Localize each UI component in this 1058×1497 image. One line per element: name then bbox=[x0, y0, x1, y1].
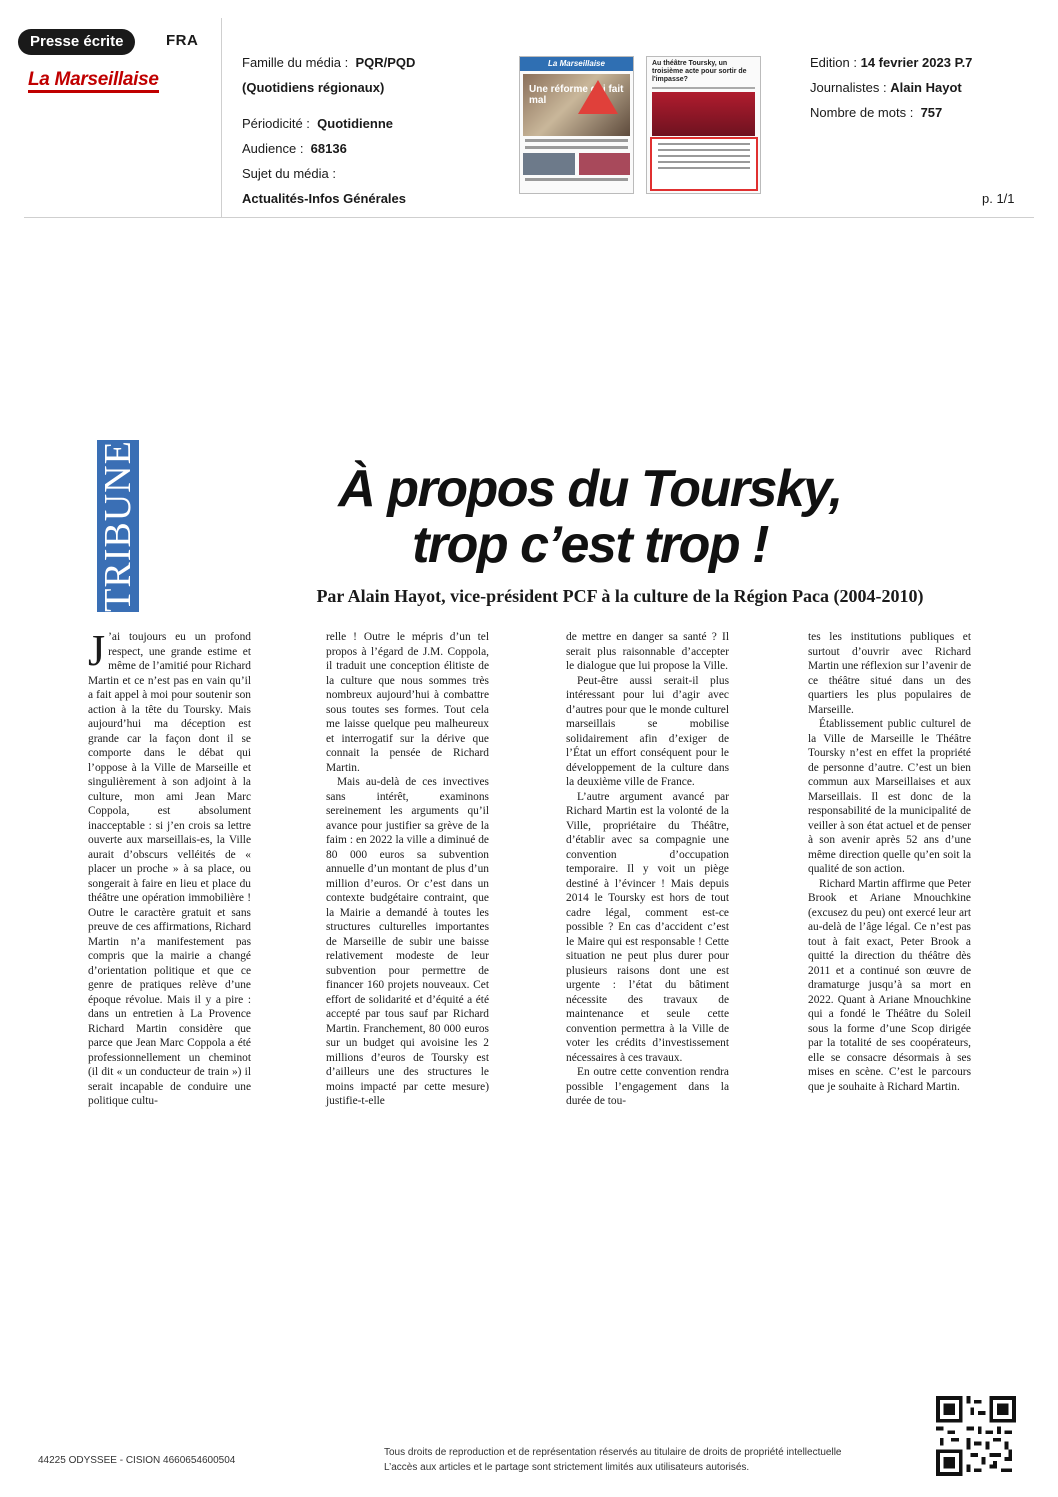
text-line bbox=[658, 155, 750, 157]
teaser-photo bbox=[579, 153, 631, 175]
periodicity bbox=[242, 116, 393, 132]
paragraph: En outre cette convention rendra possible l’engagement dans la durée de tou- bbox=[566, 1066, 729, 1107]
text-line bbox=[652, 87, 755, 89]
word-count bbox=[810, 105, 942, 121]
header-divider-horizontal bbox=[24, 217, 1034, 218]
periodicity-value: Quotidienne bbox=[317, 116, 393, 131]
language-code: FRA bbox=[166, 32, 199, 49]
paragraph: de mettre en danger sa santé ? Il serait plus raisonnable d’accepter le dialogue que lui propose la Ville. bbox=[566, 631, 729, 672]
media-subject-label: Sujet du média : bbox=[242, 166, 336, 181]
article-highlight-box bbox=[650, 137, 758, 191]
teaser-photo bbox=[523, 153, 575, 175]
text-line bbox=[525, 146, 628, 149]
byline: Par Alain Hayot, vice-président PCF à la culture de la Région Paca (2004-2010) bbox=[316, 586, 924, 606]
page-number: p. 1/1 bbox=[982, 191, 1015, 206]
inner-page-headline: Au théâtre Toursky, un troisième acte pour sortir de l'impasse? bbox=[652, 60, 747, 83]
headline-line-1: À propos du Toursky, bbox=[338, 460, 842, 518]
text-line bbox=[525, 139, 628, 142]
paragraph: Richard Martin affirme que Peter Brook et Ariane Mnouchkine (excusez du peu) ont exercé leur art au-delà de l’âge légal. Ce n’est pas tout à fait exact, Peter Brook a quitté la direction du théâtre dès 2011 et a continué son œuvre de dramaturge jusqu’à sa mort en 2022. Quant à Ariane Mnouchkine qui a fondé le Théâtre du Soleil sous la forme d’une Scop dirigée par la totalité de ses coopérateurs, elle se consacre désormais à ses mises en scène. C’est le parcours que je souhaite à Richard Martin. bbox=[808, 877, 971, 1093]
paragraph bbox=[88, 626, 251, 1109]
article-column-4 bbox=[808, 630, 971, 1094]
journalists bbox=[810, 80, 962, 96]
media-type-badge: Presse écrite bbox=[18, 29, 135, 55]
journalists-label: Journalistes : bbox=[810, 80, 887, 95]
word-count-label: Nombre de mots : bbox=[810, 105, 914, 120]
audience-value: 68136 bbox=[310, 141, 347, 156]
paragraph: Mais au-delà de ces invectives sans intérêt, examinons sereinement les arguments qu’il avance pour justifier sa grève de la faim : en 2022 la ville a diminué de 80 000 euros sa subvention annuelle d’un montant de plus d’un million d’euros. Or c’est dans un contexte budgétaire contraint, que la Mairie a demandé à toutes les structures culturelles importantes de Marseille de subir une baisse relativement modeste de leur subvention pour permettre de financer 160 projets nouveaux. Cet effort de solidarité et d’équité a été accepté par tous sauf par Richard Martin. Franchement, 80 000 euros sur un budget qui avoisine les 2 millions d’euros de Toursky est d’ailleurs une des structures le moins impacté par cette mesure) justifie-t-elle bbox=[326, 776, 489, 1107]
paragraph: L’autre argument avancé par Richard Martin est la volonté de la Ville, propriétaire du Théâtre, d’établir avec sa compagnie une convention d’occupation temporaire. Il y voit un piège destiné à l’évincer ! Mais depuis 2014 le Toursky est hors de tout cadre légal, comment est-ce possible ? En cas d’accident c’est le Maire qui est responsable ! Cette situation ne peut plus durer pour plusieurs raisons dont une est urgente : l’état du bâtiment nécessite des travaux de maintenance et seule cette convention permettra à la Ville de voter les crédits d’investissement nécessaires à ces travaux. bbox=[566, 790, 729, 1064]
drop-cap: J bbox=[88, 626, 106, 675]
tribune-tag bbox=[97, 440, 139, 612]
article-column-1 bbox=[88, 626, 251, 1109]
word-count-value: 757 bbox=[920, 105, 943, 120]
media-family bbox=[242, 55, 415, 71]
front-page-headline: Une réforme qui fait mal bbox=[529, 84, 624, 106]
edition-label: Edition : bbox=[810, 55, 857, 70]
front-page-thumbnail bbox=[519, 56, 634, 194]
header-divider-vertical bbox=[221, 18, 222, 218]
audience bbox=[242, 141, 347, 157]
inner-page-photo bbox=[652, 92, 755, 136]
media-family-sub-value: (Quotidiens régionaux) bbox=[242, 80, 385, 95]
newspaper-logo: La Marseillaise bbox=[28, 70, 159, 93]
inner-page-thumbnail bbox=[646, 56, 761, 194]
rights-line-1: Tous droits de reproduction et de représentation réservés au titulaire de droits de propriété intellectuelle bbox=[384, 1447, 842, 1458]
media-family-value: PQR/PQD bbox=[355, 55, 416, 70]
audience-label: Audience : bbox=[242, 141, 304, 156]
paragraph: Établissement public culturel de la Ville de Marseille le Théâtre Toursky n’est en effet la propriété de personne d’autre. C’est un bien commun aux Marseillaises et aux Marseillais. Il est donc de la responsabilité de la municipalité de veiller à son état actuel et de penser à son avenir après 52 ans d’une même direction quelle qu’en soit la qualité de son action. bbox=[808, 718, 971, 875]
qr-code-icon bbox=[936, 1396, 1016, 1476]
media-subject-value: Actualités-Infos Générales bbox=[242, 191, 406, 206]
text-line bbox=[658, 167, 750, 169]
text-line bbox=[525, 178, 628, 181]
front-page-teasers bbox=[523, 153, 630, 175]
media-family-sub bbox=[242, 80, 384, 96]
media-family-label: Famille du média : bbox=[242, 55, 349, 70]
paragraph: tes les institutions publiques et surtout d’ouvrir avec Richard Martin une réflexion sur l’avenir de ce théâtre situé dans un des quartiers les plus populaires de Marseille. bbox=[808, 631, 971, 716]
rights-notice bbox=[384, 1445, 842, 1475]
tribune-tag-label: TRIBUNE bbox=[97, 440, 139, 612]
warning-sign-icon bbox=[578, 80, 618, 114]
paragraph: relle ! Outre le mépris d’un tel propos à l’égard de J.M. Coppola, il traduit une conception élitiste de la culture que nous sommes très nombreux aujourd’hui à combattre sous toutes ses formes. Tout cela me laisse quelque peu malheureux et interrogatif sur la dérive que connait la pensée de Richard Martin. bbox=[326, 631, 489, 774]
headline-line-2: trop c’est trop ! bbox=[412, 516, 768, 574]
text-line bbox=[658, 143, 750, 145]
edition bbox=[810, 55, 972, 71]
edition-value: 14 fevrier 2023 P.7 bbox=[860, 55, 973, 70]
text-line bbox=[658, 149, 750, 151]
text-line bbox=[658, 161, 750, 163]
media-subject bbox=[242, 191, 406, 207]
journalists-value: Alain Hayot bbox=[890, 80, 962, 95]
document-id: 44225 ODYSSEE - CISION 4660654600504 bbox=[38, 1455, 236, 1466]
front-page-photo bbox=[523, 74, 630, 136]
paragraph: Peut-être aussi serait-il plus intéressant pour lui d’agir avec d’autres pour que le monde culturel marseillais se mobilise solidairement afin d’exiger de l’État un effort conséquent pour le développement de la culture dans la deuxième ville de France. bbox=[566, 674, 729, 788]
article-column-2 bbox=[326, 630, 489, 1109]
rights-line-2: L’accès aux articles et le partage sont strictement limités aux utilisateurs autorisés. bbox=[384, 1462, 750, 1473]
paragraph-text: ’ai toujours eu un profond respect, une grande estime et même de l’amitié pour Richard Martin et ce n’est pas en vain qu’il a fait appel à moi pour soutenir son action à la tête du Toursky. Mais aujourd’hui ma déception est grande car la façon dont il se comporte dans le débat qui l’oppose à la Ville de Marseille et singulièrement à son adjoint à la culture, mon ami Jean Marc Coppola, est absolument inacceptable : si j’en crois sa lettre ouverte aux marseillais-es, la Ville aurait d’obscurs velléités de « placer un proche » à sa place, ou songerait à faire en lieu et place du théâtre une opération immobilière ! Outre le caractère gratuit et sans preuve de ces affirmations, Richard Martin n’a manifestement pas compris que la mairie a changé d’orientation politique et que ce genre de pratiques relève d’une époque révolue. Mais il y a pire : dans un entretien à La Provence Richard Martin considère que parce que Jean Marc Coppola a été professionnellement un cheminot (il dit « un conducteur de train ») il serait incapable de conduire une politique cultu- bbox=[88, 631, 251, 1107]
front-page-masthead: La Marseillaise bbox=[520, 57, 633, 71]
article-column-3 bbox=[566, 630, 729, 1109]
periodicity-label: Périodicité : bbox=[242, 116, 310, 131]
